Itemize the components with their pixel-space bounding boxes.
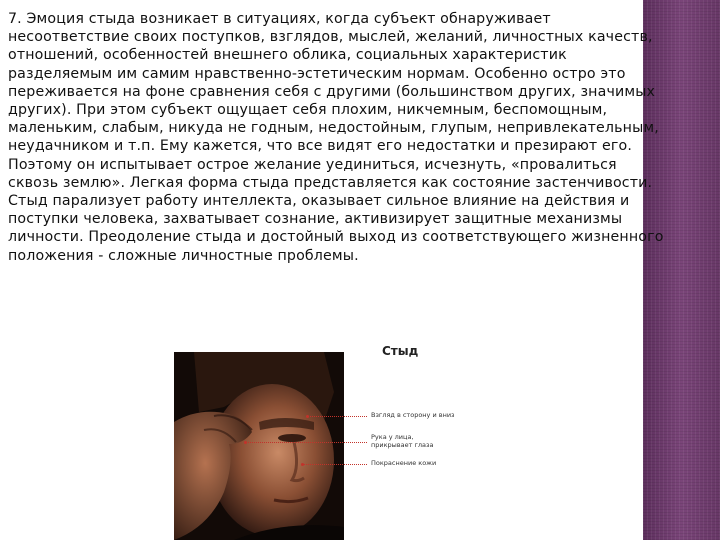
figure-label-gaze: Взгляд в сторону и вниз (371, 411, 455, 419)
leader-dot (306, 415, 309, 418)
figure-title: Стыд (382, 344, 419, 358)
figure-label-blush: Покраснение кожи (371, 459, 437, 467)
leader-line (245, 442, 367, 443)
figure-label-hand: Рука у лица, прикрывает глаза (371, 433, 434, 449)
shame-photo (174, 352, 344, 540)
body-paragraph: 7. Эмоция стыда возникает в ситуациях, когда субъект обнаруживает несоответствие своих поступков, взглядов, мыслей, желаний, личностных качеств, отношений, особенностей внешнего облика, социальных характеристик разделяемым им самим нравственно-эстетическим нормам. Особенно остро это переживается на фоне сравнения себя с другими (большинством других, значимых других). При этом субъект ощущает себя плохим, никчемным, беспомощным, маленьким, слабым, никуда не годным, недостойным, глупым, непривлекательным, неудачником и т.п. Ему кажется, что все видят его недостатки и презирают его. Поэтому он испытывает острое желание уединиться, исчезнуть, «провалиться сквозь землю». Легкая форма стыда представляется как состояние застенчивости. Стыд парализует работу интеллекта, оказывает сильное влияние на действия и поступки человека, захватывает сознание, активизирует защитные механизмы личности. Преодоление стыда и достойный выход из соответствующего жизненного положения - сложные личностные проблемы. (8, 11, 664, 264)
leader-line (307, 416, 367, 417)
leader-dot (244, 441, 247, 444)
leader-line (302, 464, 367, 465)
leader-dot (301, 463, 304, 466)
face-illustration (174, 352, 344, 540)
shame-figure (170, 346, 455, 540)
